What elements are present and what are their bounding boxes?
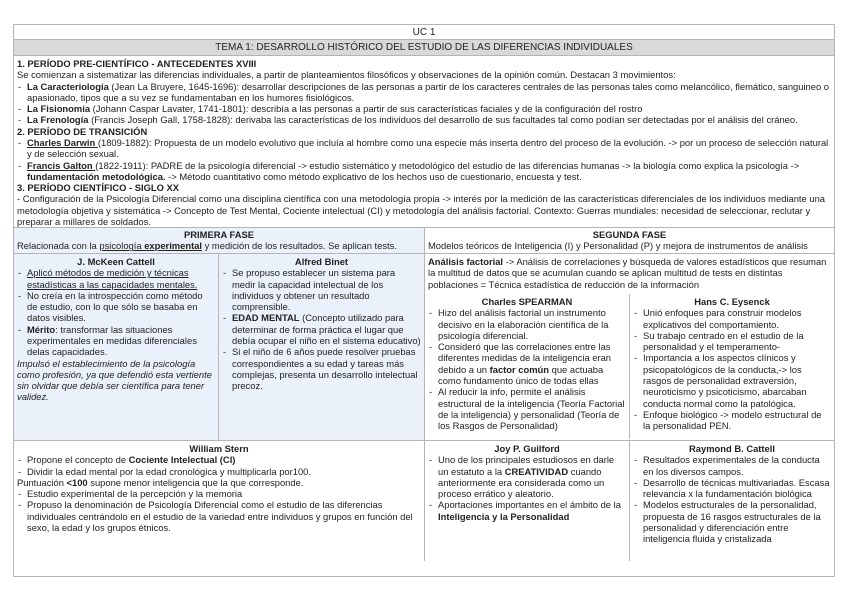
topic-title: TEMA 1: DESARROLLO HISTÓRICO DEL ESTUDIO DE LAS DIFERENCIAS INDIVIDUALES: [14, 40, 834, 56]
stern-score: Puntuación <100 supone menor inteligencia que la que corresponde.: [17, 476, 304, 488]
list-item: - Estudio experimental de la percepción y la memoria: [17, 488, 421, 499]
first-phase-description: Relacionada con la psicología experimental y medición de los resultados. Se aplican tests.: [17, 240, 397, 252]
first-phase-column: [14, 228, 425, 561]
list-item: - La Frenología (Francis Joseph Gall, 1758-1828): derivaba las características de los individuos del desarrollo de sus facultades tal como podían ser detectadas por el análisis del cráneo.: [17, 114, 831, 125]
document-page: [13, 24, 835, 577]
author-name: Charles SPEARMAN: [481, 296, 573, 307]
periods-section: [14, 56, 834, 228]
second-phase-header: [425, 228, 834, 254]
author-name: Joy P. Guilford: [494, 443, 560, 454]
list-item: - Su trabajo centrado en el estudio de la personalidad y el temperamento-: [633, 330, 831, 353]
author-guilford: [425, 441, 630, 561]
list-item: - Si el niño de 6 años puede resolver pruebas correspondientes a su edad y tareas más complejas, presenta un desarrollo intelectual precoz.: [222, 346, 421, 391]
period-3-text: - Configuración de la Psicología Diferencial como una disciplina científica con una metodología propia -> interés por la medición de las características diferenciales de los individuos mediante una metodología objetiva y sistemática -> Concepto de Test Mental, Cociente intelectual (CI) y metodología del análisis factorial. Contexto: Guerras mundiales: necesidad de seleccionar, reclutar y preparar a millares de soldados.: [17, 193, 825, 227]
list-item: - Resultados experimentales de la conducta en los diversos campos.: [633, 454, 831, 477]
author-eysenck: [630, 294, 834, 439]
list-item: - Modelos estructurales de la personalidad, propuesta de 16 rasgos estructurales de la personalidad y diferenciación entre inteligencia fluida y cristalizada: [633, 499, 831, 544]
author-name: Alfred Binet: [294, 256, 349, 267]
movements-list: [17, 81, 831, 126]
list-item: - Aportaciones importantes en el ámbito de la Inteligencia y la Personalidad: [428, 499, 626, 522]
first-phase-title: PRIMERA FASE: [184, 229, 254, 240]
first-phase-header: [14, 228, 424, 254]
list-item: - Charles Darwin (1809-1882): Propuesta de un modelo evolutivo que incluía al hombre como una especie más inserta dentro del proceso de la evolución. -> por un proceso de selección natural y de selección sexual.: [17, 137, 831, 160]
second-phase-column: [425, 228, 834, 561]
author-stern: [14, 441, 424, 561]
list-item: - Enfoque biológico -> modelo estructural de la personalidad PEN.: [633, 409, 831, 432]
list-item: - Al reducir la info, permite el análisis estructural de la inteligencia (Teoría Factorial de la inteligencia) y personalidad (Teoría de los Rasgos de Personalidad): [428, 386, 626, 431]
list-item: - Consideró que las correlaciones entre las diferentes medidas de la inteligencia eran debido a un factor común que actuaba como fundamento único de todas ellas: [428, 341, 626, 386]
author-name: Raymond B. Cattell: [689, 443, 775, 454]
list-item: - Francis Galton (1822-1911): PADRE de la psicología diferencial -> estudio sistemático y metodológico del estudio de las diferencias humanas -> la biología como explica la psicología -> fundamentación metodológica. -> Método cuantitativo como método explicativo de los hechos uso de cuestionario, encuesta y test.: [17, 160, 831, 183]
author-name: William Stern: [189, 443, 249, 454]
list-item: - Importancia a los aspectos clínicos y psicopatológicos de la conducta,-> los rasgos de personalidad extraversión, neuroticismo y psicoticismo, abarcaban conducta normal como la patológica.: [633, 352, 831, 408]
list-item: - Hizo del análisis factorial un instrumento decisivo en la elaboración científica de la psicología diferencial.: [428, 307, 626, 341]
period-3-title: 3. PERÍODO CIENTÍFICO - SIGLO XX: [17, 182, 179, 194]
second-phase-title: SEGUNDA FASE: [592, 229, 667, 240]
author-name: Hans C. Eysenck: [694, 296, 770, 307]
second-phase-authors: [425, 254, 834, 441]
period-2-title: 2. PERÍODO DE TRANSICIÓN: [17, 125, 148, 137]
author-raymond-cattell: [630, 441, 834, 561]
first-phase-authors: [14, 254, 424, 441]
second-phase-lower: [425, 441, 834, 561]
period-1-title: 1. PERÍODO PRE-CIENTÍFICO - ANTECEDENTES XVIII: [17, 58, 257, 69]
list-item: - Aplicó métodos de medición y técnicas estadísticas a las capacidades mentales.: [17, 267, 215, 290]
list-item: - Se propuso establecer un sistema para medir la capacidad intelectual de los individuos y obtener un resultado comprensible.: [222, 267, 421, 312]
author-spearman: [425, 294, 630, 439]
author-note: Impulsó el establecimiento de la psicología como profesión, ya que defendió esta vertiente sin olvidar que debía ser científica para tener validez.: [17, 357, 212, 403]
list-item: - Propuso la denominación de Psicología Diferencial como el estudio de las diferencias individuales centrándolo en el estudio de la variedad entre individuos y grupos en función del sexo, la edad y los grupos étnicos.: [17, 499, 421, 533]
list-item: - La Caracteriología (Jean La Bruyere, 1645-1696): desarrollar descripciones de las personas a partir de los caracteres centrales de las personas tales como melancólico, flemático, sanguineo o apasionado, tipos que a su vez se fundamentaban en los humores fisiológicos.: [17, 81, 831, 104]
list-item: - Dividir la edad mental por la edad cronológica y multiplicarla por100.: [17, 466, 421, 477]
factor-analysis: Análisis factorial -> Análisis de correlaciones y búsqueda de valores estadísticos que resuman la multitud de datos que se acumulan cuando se aplican multitud de tests en distintas poblaciones = Técnica estadística de reducción de la información: [428, 256, 827, 290]
period-1-intro: Se comienzan a sistematizar las diferencias individuales, a partir de planteamientos filosóficos y observaciones de la opinión común. Destacan 3 movimientos:: [17, 69, 676, 81]
transition-list: [17, 137, 831, 182]
list-item: - La Fisionomía (Johann Caspar Lavater, 1741-1801): describía a las personas a partir de sus características faciales y de la configuración del rostro: [17, 103, 831, 114]
list-item: - No creía en la introspección como método de estudio, con lo que sólo se basaba en datos visibles.: [17, 290, 215, 324]
unit-title: UC 1: [14, 25, 834, 40]
author-cattell: [14, 254, 219, 440]
author-name: J. McKeen Cattell: [77, 256, 155, 267]
list-item: - Unió enfoques para construir modelos explicativos del comportamiento.: [633, 307, 831, 330]
list-item: - EDAD MENTAL (Concepto utilizado para determinar de forma práctica el lugar que debía ocupar el niño en el sistema educativo): [222, 312, 421, 346]
list-item: - Propone el concepto de Cociente Intelectual (CI): [17, 454, 421, 465]
second-phase-description: Modelos teóricos de Inteligencia (I) y Personalidad (P) y mejora de instrumentos de análisis: [428, 240, 808, 252]
phases-grid: [14, 228, 834, 561]
list-item: - Uno de los principales estudiosos en darle un estatuto a la CREATIVIDAD cuando anteriormente era considerada como un proceso errático y aleatorio.: [428, 454, 626, 499]
list-item: - Desarrollo de técnicas multivariadas. Escasa relevancia x la fundamentación biológica: [633, 477, 831, 500]
author-binet: [219, 254, 424, 440]
list-item: - Mérito: transformar las situaciones experimentales en medidas diferenciales delas capacidades.: [17, 324, 215, 358]
